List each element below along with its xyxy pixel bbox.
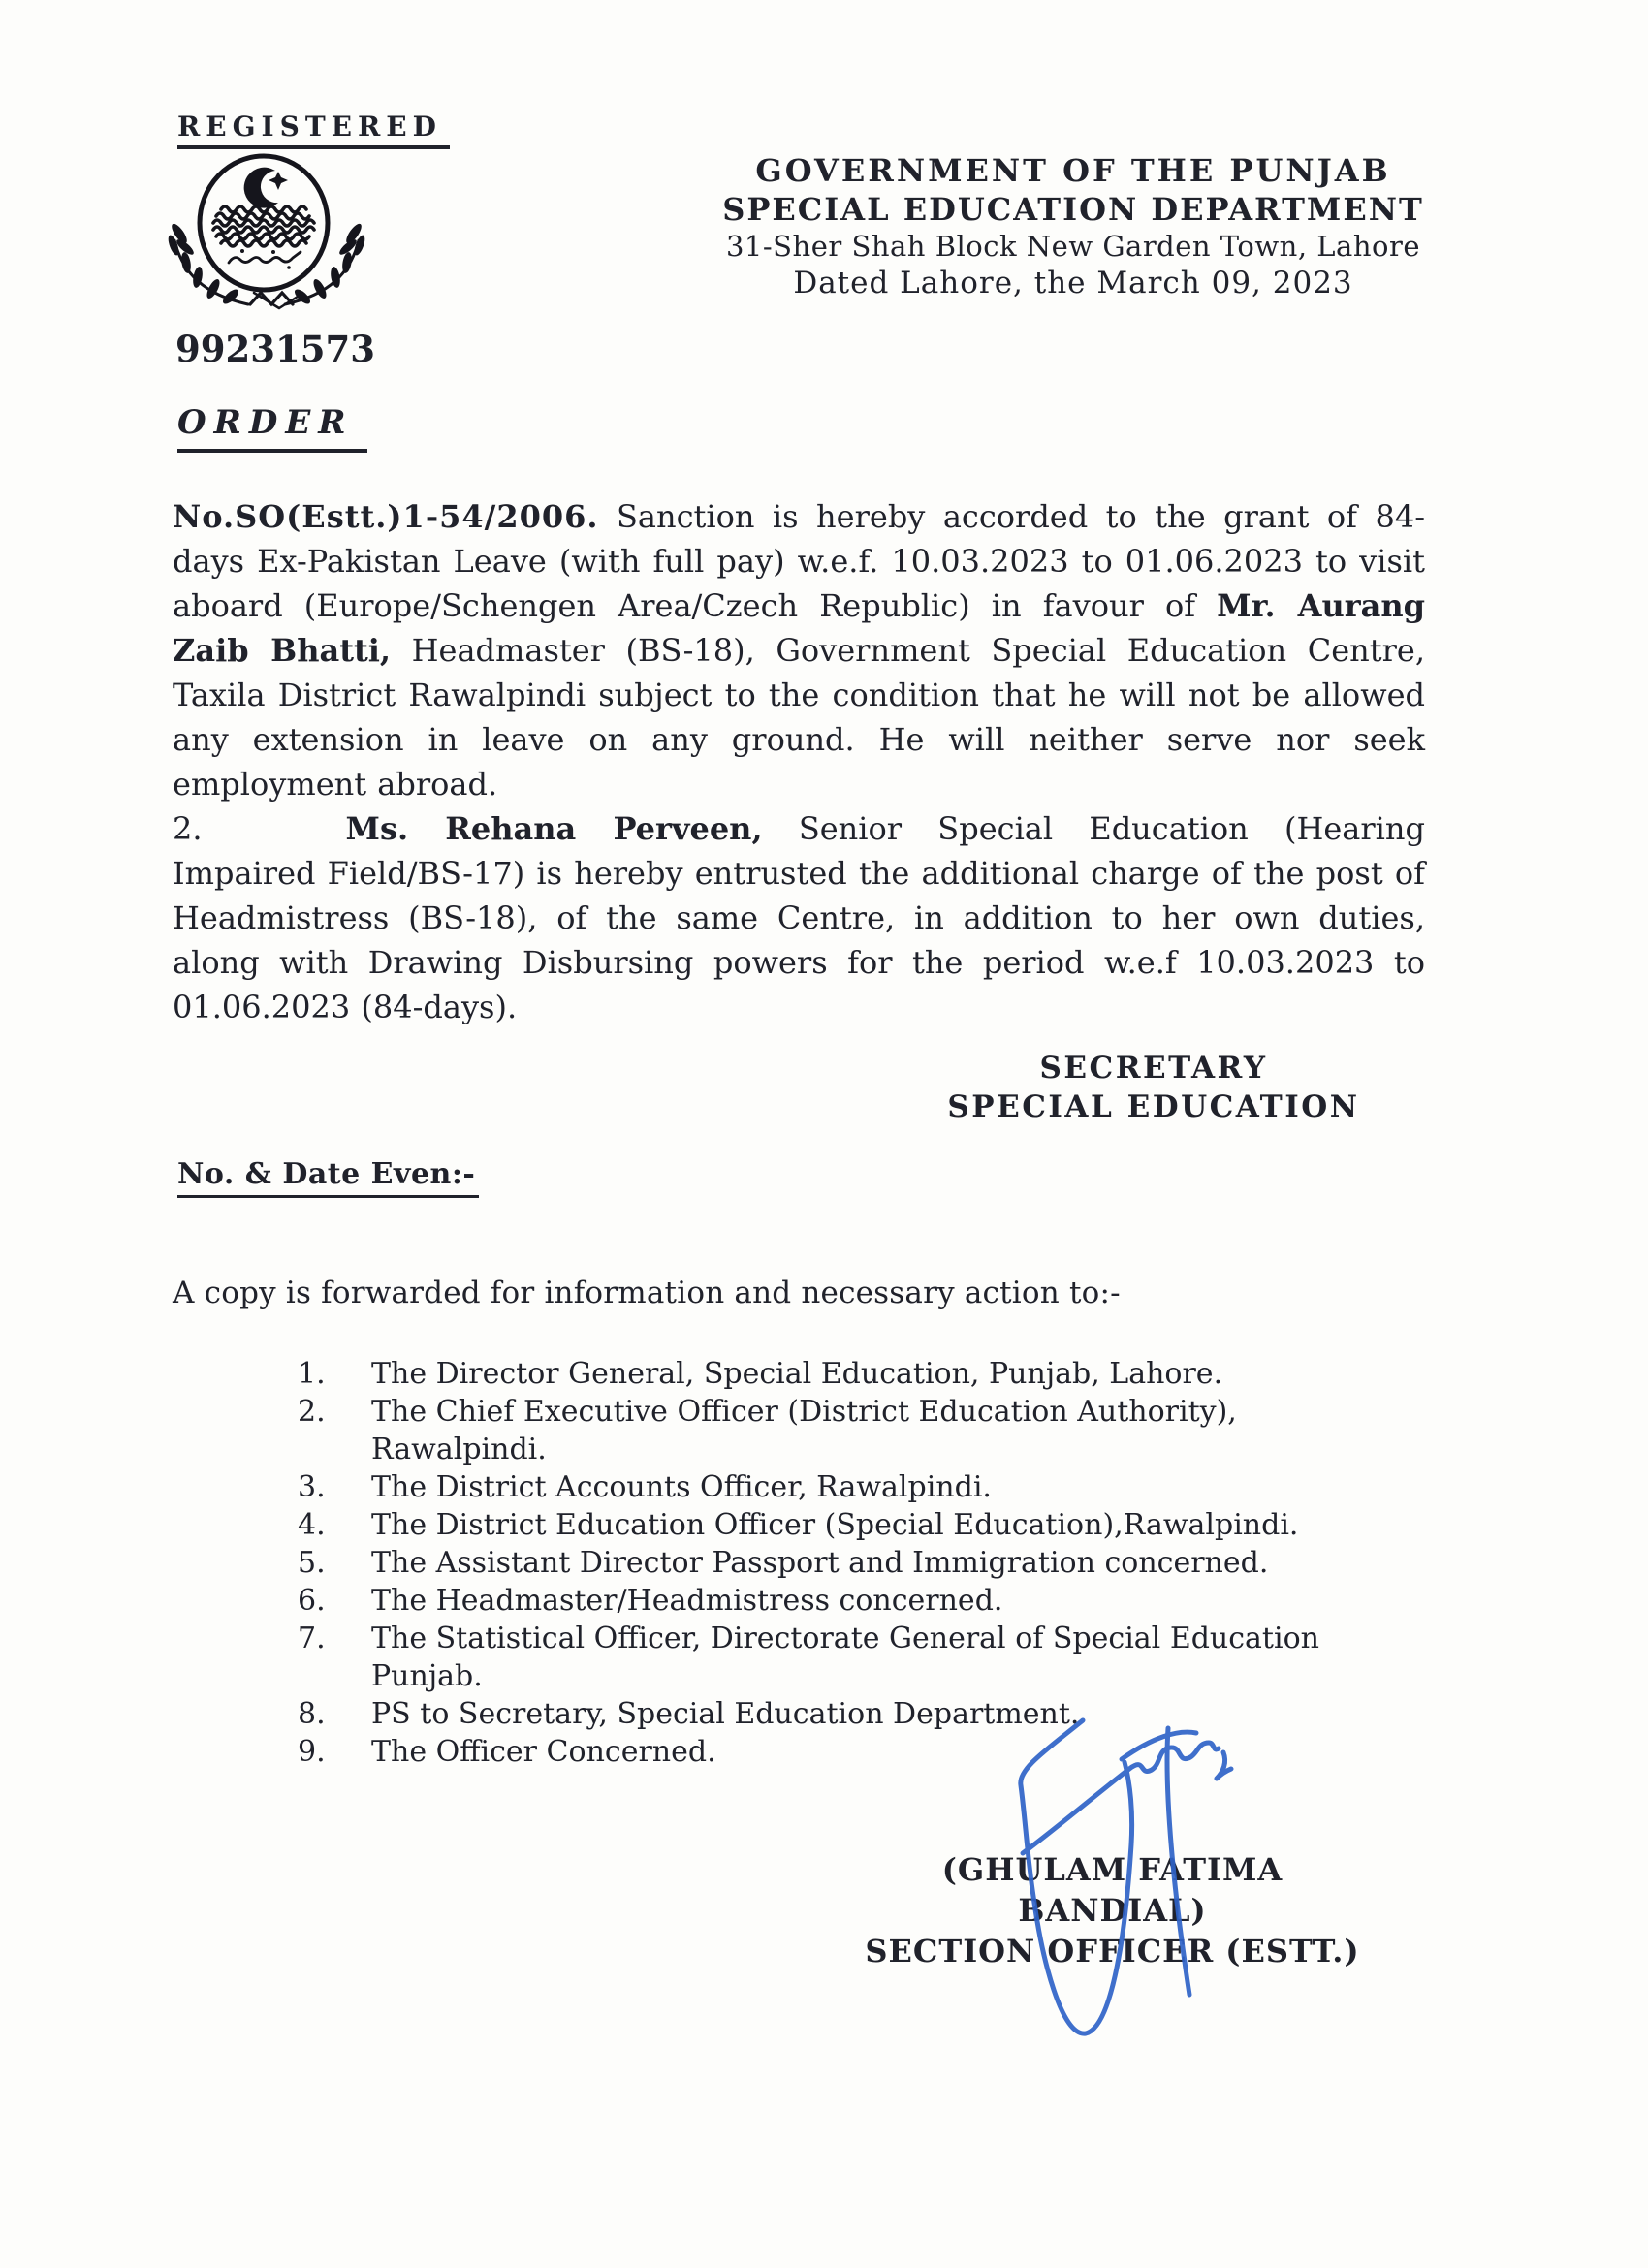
item-number: 2. xyxy=(298,1395,326,1429)
distribution-item xyxy=(298,1582,1393,1620)
officer-name-headmistress: Ms. Rehana Perveen, xyxy=(345,810,763,847)
letterhead-department: SPECIAL EDUCATION DEPARTMENT xyxy=(722,191,1424,228)
item-number: 7. xyxy=(298,1622,326,1655)
item-number: 9. xyxy=(298,1735,326,1769)
letterhead xyxy=(714,151,1432,301)
item-number: 1. xyxy=(298,1357,326,1391)
distribution-item xyxy=(298,1544,1393,1582)
order-paragraph-1 xyxy=(173,494,1425,806)
registered-label: REGISTERED xyxy=(177,110,450,149)
item-text: The Chief Executive Officer (District Education Authority), Rawalpindi. xyxy=(371,1395,1237,1466)
item-number: 8. xyxy=(298,1697,326,1731)
item-text: The District Education Officer (Special Education),Rawalpindi. xyxy=(371,1508,1299,1542)
letterhead-government: GOVERNMENT OF THE PUNJAB xyxy=(755,152,1391,189)
paragraph-text: Sanction is hereby accorded to the grant of 84-days Ex-Pakistan Leave (with full pay) w.e.f. 10.03.2023 to 01.06.2023 to visit aboard (Europe/Schengen Area/Czech Republic) in favour of xyxy=(173,498,1425,624)
letterhead-date: Dated Lahore, the March 09, 2023 xyxy=(793,266,1353,300)
distribution-item xyxy=(298,1355,1393,1393)
no-date-even-heading: No. & Date Even:- xyxy=(177,1157,479,1198)
item-text: The Officer Concerned. xyxy=(371,1735,716,1769)
item-number: 4. xyxy=(298,1508,326,1542)
order-heading: ORDER xyxy=(177,403,367,453)
distribution-item xyxy=(298,1468,1393,1506)
punjab-emblem-icon xyxy=(165,151,368,318)
item-text: The Assistant Director Passport and Immigration concerned. xyxy=(371,1546,1269,1580)
distribution-item xyxy=(298,1393,1393,1468)
paragraph-text: Senior Special Education (Hearing Impaired Field/BS-17) is hereby entrusted the additional charge of the post of Headmistress (BS-18), of the same Centre, in addition to her own duties, along with Drawing Disbursing powers for the period w.e.f 10.03.2023 to 01.06.2023 (84-days). xyxy=(173,810,1426,1025)
item-text: The District Accounts Officer, Rawalpindi. xyxy=(371,1470,992,1504)
order-paragraph-2 xyxy=(173,806,1425,1029)
distribution-item xyxy=(298,1733,1393,1771)
item-number: 3. xyxy=(298,1470,326,1504)
secretary-department: SPECIAL EDUCATION xyxy=(947,1089,1360,1124)
registration-number: 99231573 xyxy=(175,328,375,370)
secretary-title: SECRETARY xyxy=(1039,1051,1268,1086)
distribution-list xyxy=(298,1355,1393,1771)
item-text: The Statistical Officer, Directorate General of Special Education Punjab. xyxy=(371,1622,1319,1693)
signatory-name: (GHULAM FATIMA BANDIAL) xyxy=(941,1851,1284,1929)
signatory-title: SECTION OFFICER (ESTT.) xyxy=(865,1933,1360,1969)
item-text: The Director General, Special Education, Punjab, Lahore. xyxy=(371,1357,1223,1391)
signatory-block xyxy=(853,1849,1372,1971)
forwarding-line: A copy is forwarded for information and necessary action to:- xyxy=(173,1276,1121,1310)
distribution-item xyxy=(298,1695,1393,1733)
paragraph-text: Headmaster (BS-18), Government Special Education Centre, Taxila District Rawalpindi subject to the condition that he will not be allowed any extension in leave on any ground. He will neither serve nor seek employment abroad. xyxy=(173,632,1426,803)
paragraph-number: 2. xyxy=(173,810,203,847)
letterhead-address: 31-Sher Shah Block New Garden Town, Lahore xyxy=(725,230,1420,263)
item-text: The Headmaster/Headmistress concerned. xyxy=(371,1584,1003,1618)
order-body xyxy=(173,494,1425,1029)
item-number: 5. xyxy=(298,1546,326,1580)
order-reference-number: No.SO(Estt.)1-54/2006. xyxy=(173,498,599,535)
distribution-item xyxy=(298,1620,1393,1695)
item-number: 6. xyxy=(298,1584,326,1618)
secretary-signoff xyxy=(911,1049,1396,1126)
distribution-item xyxy=(298,1506,1393,1544)
officer-name-headmaster: Mr. Aurang Zaib Bhatti, xyxy=(173,587,1426,669)
item-text: PS to Secretary, Special Education Department. xyxy=(371,1697,1080,1731)
